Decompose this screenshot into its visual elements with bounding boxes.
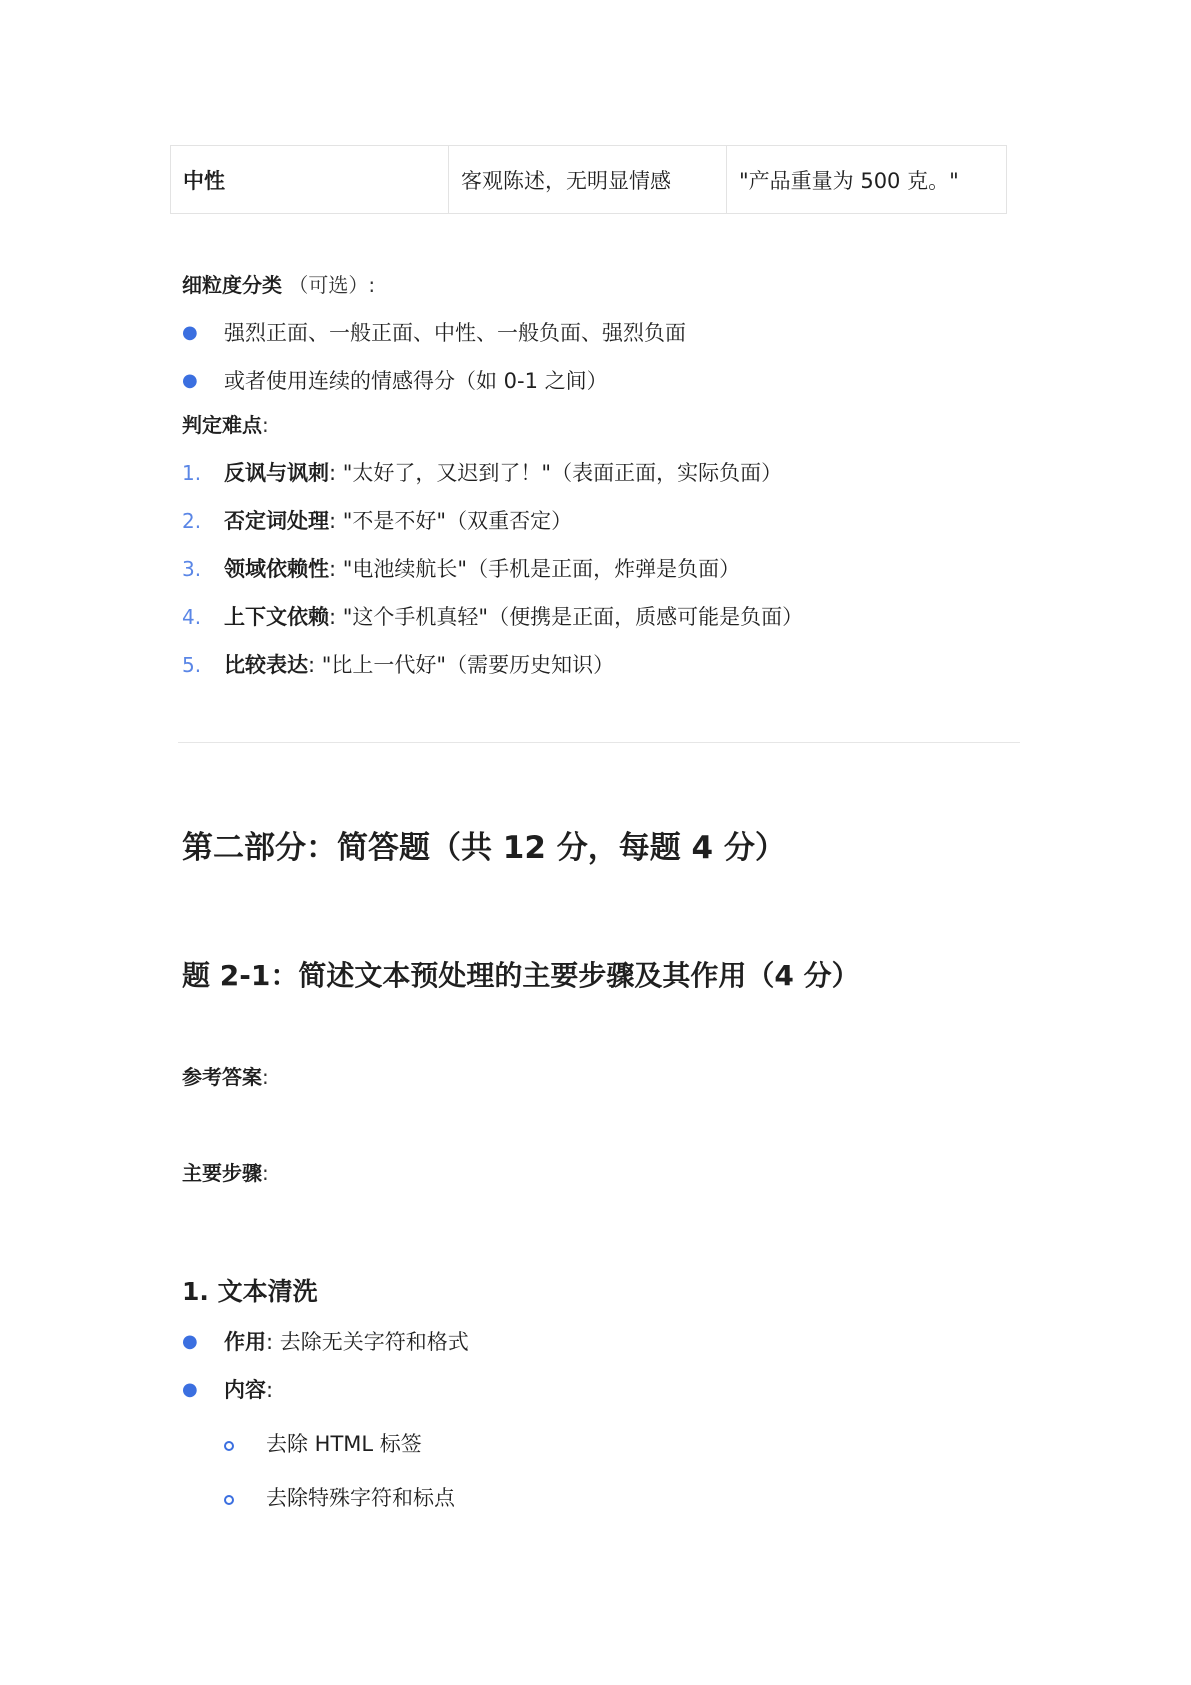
- list-item: [182, 458, 1022, 488]
- list-item-text: 或者使用连续的情感得分（如 0-1 之间）: [224, 369, 608, 393]
- list-item-text: 去除特殊字符和标点: [266, 1486, 455, 1510]
- difficulty-label: 判定难点: [182, 413, 262, 437]
- question-title: 题 2-1：简述文本预处理的主要步骤及其作用（4 分）: [182, 959, 860, 992]
- table-cell-category: 中性: [171, 146, 449, 214]
- difficulty-colon: :: [262, 413, 269, 437]
- list-item: [182, 602, 1022, 632]
- list-number: 1.: [182, 461, 202, 485]
- list-term: 作用: [224, 1330, 266, 1354]
- step1-title: 1. 文本清洗: [182, 1277, 318, 1306]
- list-term: 否定词处理: [224, 509, 329, 533]
- list-item: [182, 650, 1022, 680]
- granularity-note: （可选）:: [288, 273, 376, 297]
- list-term: 上下文依赖: [224, 605, 329, 629]
- list-item-text: : "电池续航长"（手机是正面，炸弹是负面）: [329, 557, 741, 581]
- list-item: [182, 1327, 1002, 1357]
- difficulty-list: [182, 458, 1022, 680]
- list-item: [182, 366, 1022, 396]
- table-row: [171, 146, 1007, 214]
- list-item-text: : "比上一代好"（需要历史知识）: [308, 653, 615, 677]
- list-item: [182, 318, 1022, 348]
- bullet-icon: ●: [182, 322, 198, 343]
- list-number: 5.: [182, 653, 202, 677]
- answer-label-text: 参考答案: [182, 1065, 262, 1089]
- list-item-text: :: [266, 1378, 274, 1402]
- list-item: [182, 506, 1022, 536]
- table-cell-description: 客观陈述，无明显情感: [449, 146, 727, 214]
- list-number: 4.: [182, 605, 202, 629]
- sentiment-table: [170, 145, 1007, 214]
- list-term: 领域依赖性: [224, 557, 329, 581]
- steps-label-text: 主要步骤: [182, 1161, 262, 1185]
- list-item-text: 强烈正面、一般正面、中性、一般负面、强烈负面: [224, 321, 686, 345]
- list-term: 比较表达: [224, 653, 308, 677]
- step1-sublist: [182, 1429, 1002, 1513]
- list-term: 反讽与讽刺: [224, 461, 329, 485]
- circle-bullet-icon: [224, 1495, 234, 1505]
- step1-content: [182, 1327, 1002, 1513]
- steps-colon: :: [262, 1161, 269, 1185]
- section-divider: [178, 742, 1020, 743]
- list-item-text: : "太好了，又迟到了！"（表面正面，实际负面）: [329, 461, 783, 485]
- list-item: [182, 554, 1022, 584]
- list-item: [224, 1483, 1002, 1513]
- list-item-text: : "不是不好"（双重否定）: [329, 509, 573, 533]
- list-item-text: : 去除无关字符和格式: [266, 1330, 469, 1354]
- list-number: 2.: [182, 509, 202, 533]
- list-number: 3.: [182, 557, 202, 581]
- list-item: [182, 1375, 1002, 1405]
- circle-bullet-icon: [224, 1441, 234, 1451]
- section-title: 第二部分：简答题（共 12 分，每题 4 分）: [182, 830, 786, 866]
- bullet-icon: ●: [182, 370, 198, 391]
- main-content: [182, 270, 1022, 680]
- list-item-text: : "这个手机真轻"（便携是正面，质感可能是负面）: [329, 605, 804, 629]
- bullet-icon: ●: [182, 1331, 198, 1352]
- steps-label: [182, 1158, 269, 1188]
- difficulty-heading: [182, 410, 1022, 440]
- granularity-label: 细粒度分类: [182, 273, 282, 297]
- granularity-heading: [182, 270, 1022, 300]
- list-item-text: 去除 HTML 标签: [266, 1432, 422, 1456]
- table-cell-example: "产品重量为 500 克。": [727, 146, 1007, 214]
- granularity-list: [182, 318, 1022, 396]
- step1-list: [182, 1327, 1002, 1405]
- list-item: [224, 1429, 1002, 1459]
- bullet-icon: ●: [182, 1379, 198, 1400]
- answer-label: [182, 1062, 269, 1092]
- list-term: 内容: [224, 1378, 266, 1402]
- answer-colon: :: [262, 1065, 269, 1089]
